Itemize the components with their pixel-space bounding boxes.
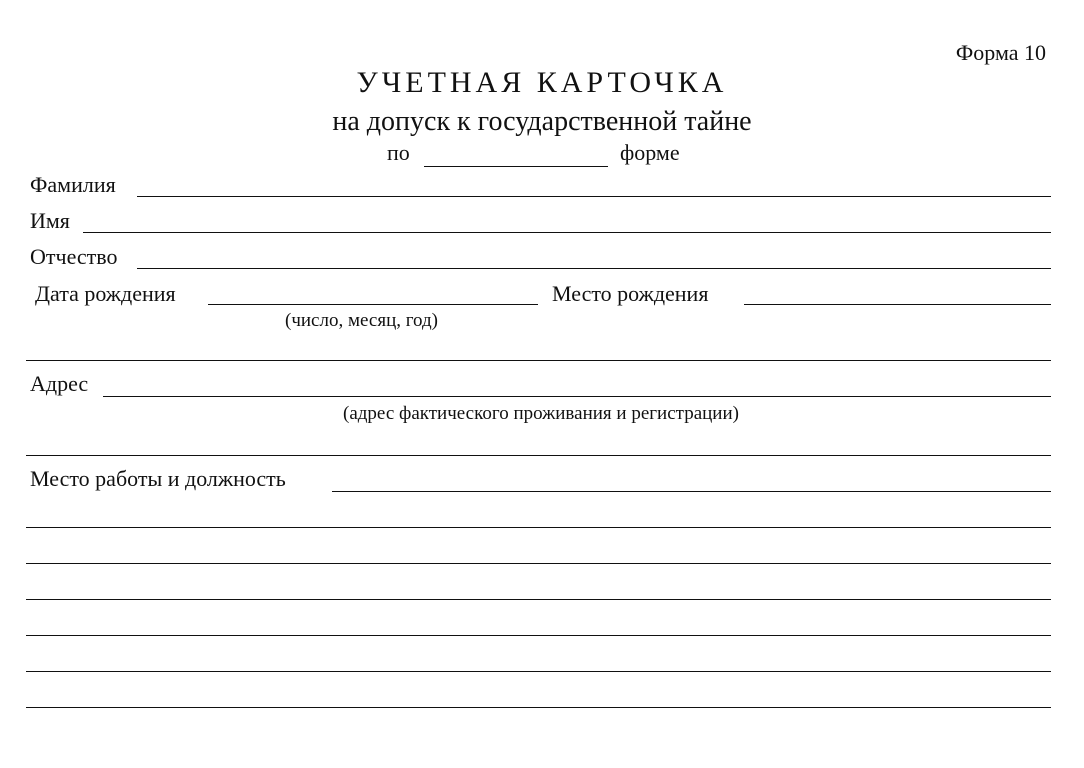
birth-date-input-line[interactable]	[208, 304, 538, 305]
card-subtitle: на допуск к государственной тайне	[332, 106, 752, 137]
card-title: УЧЕТНАЯ КАРТОЧКА	[356, 66, 728, 99]
forme-label: форме	[620, 140, 680, 165]
birth-place-continuation-line[interactable]	[26, 360, 1051, 361]
birth-place-input-line[interactable]	[744, 304, 1051, 305]
name-input-line[interactable]	[83, 232, 1051, 233]
workplace-extra-line-6[interactable]	[26, 707, 1051, 708]
address-label: Адрес	[30, 371, 89, 396]
workplace-extra-line-2[interactable]	[26, 563, 1051, 564]
address-hint: (адрес фактического проживания и регистрации)	[343, 403, 739, 424]
workplace-extra-line-5[interactable]	[26, 671, 1051, 672]
surname-input-line[interactable]	[137, 196, 1051, 197]
birth-date-hint: (число, месяц, год)	[285, 310, 439, 331]
form-type-input-line[interactable]	[424, 166, 608, 167]
workplace-extra-line-3[interactable]	[26, 599, 1051, 600]
po-label: по	[387, 140, 410, 165]
workplace-label: Место работы и должность	[30, 466, 286, 491]
address-input-line[interactable]	[103, 396, 1051, 397]
birth-date-label: Дата рождения	[35, 281, 176, 306]
name-label: Имя	[30, 208, 70, 233]
form-number: Форма 10	[955, 40, 1046, 65]
patronymic-input-line[interactable]	[137, 268, 1051, 269]
surname-label: Фамилия	[30, 172, 116, 197]
workplace-extra-line-4[interactable]	[26, 635, 1051, 636]
patronymic-label: Отчество	[30, 244, 118, 269]
birth-place-label: Место рождения	[552, 281, 709, 306]
workplace-input-line[interactable]	[332, 491, 1051, 492]
address-continuation-line[interactable]	[26, 455, 1051, 456]
workplace-extra-line-1[interactable]	[26, 527, 1051, 528]
